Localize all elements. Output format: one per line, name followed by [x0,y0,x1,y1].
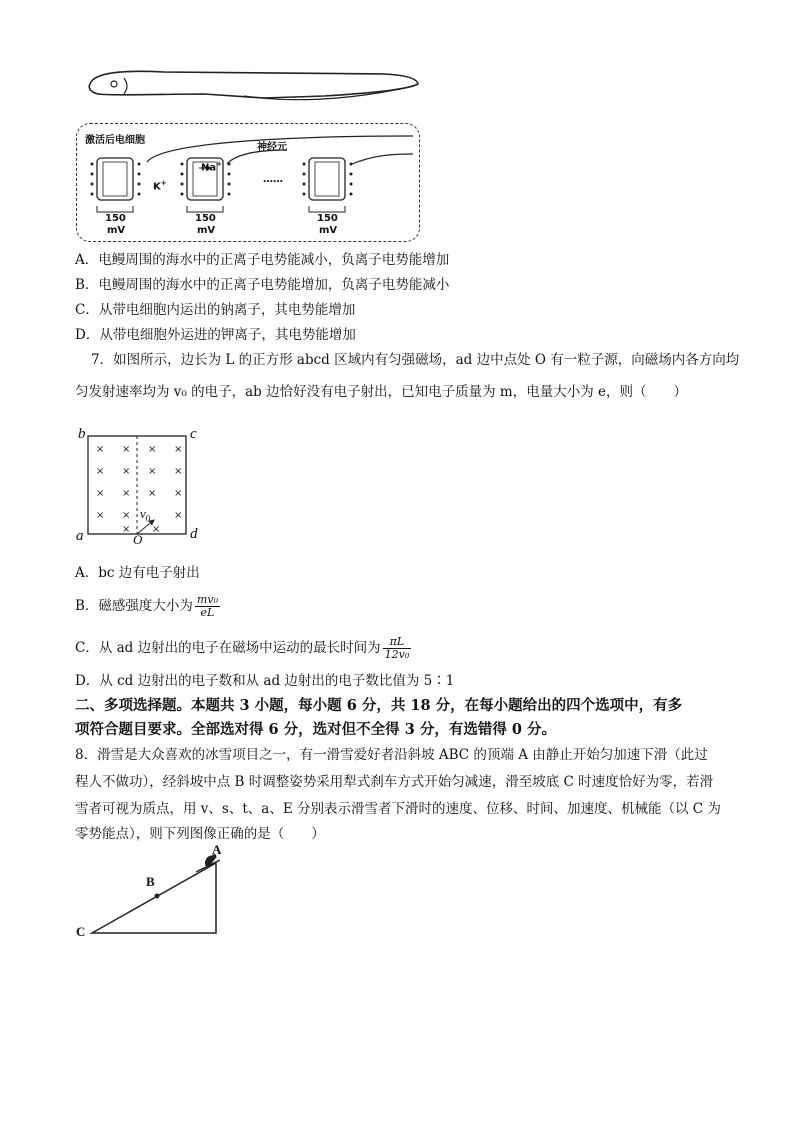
svg-text:×: × [96,466,105,477]
eel-illustration [84,66,424,106]
q8-stem-line2: 程人不做功），经斜坡中点 B 时调整姿势采用犁式刹车方式开始匀减速，滑至坡底 C 时速度恰好为零，若滑 [75,774,714,790]
section2-heading-line2: 项符合题目要求。全部选对得 6 分，选对但不全得 3 分，有选错得 0 分。 [75,721,557,738]
svg-text:×: × [122,510,131,521]
q6-option-b: B．电鳗周围的海水中的正离子电势能增加，负离子电势能减小 [75,277,450,293]
svg-text:×: × [174,510,183,521]
q7-square-figure [74,426,214,550]
fraction-pil-over-12v: $\frac{\pi L}{\text{12v₀}}$ [384,635,410,661]
q7-stem-line2: 匀发射速率均为 v₀ 的电子，ab 边恰好没有电子射出，已知电子质量为 m，电量大小为 e，则（ ） [75,384,687,400]
ellipsis: …… [263,174,283,185]
voltage-label-2: 150 [195,213,216,224]
unit-label-3: mV [319,225,338,236]
svg-text:×: × [148,444,157,455]
svg-text:×: × [174,466,183,477]
svg-text:×: × [148,488,157,499]
q8-slope-figure [74,840,234,944]
q7-option-b: B．磁感强度大小为 $\frac{\text{mv₀}}{eL}$ [75,593,218,619]
nerve-label: 神经元 [257,142,287,153]
velocity-label: $v_0$ [140,506,151,524]
fraction-mv-over-el: $\frac{\text{mv₀}}{eL}$ [196,593,218,619]
corner-a: a [76,528,84,544]
svg-text:×: × [96,444,105,455]
svg-text:×: × [122,466,131,477]
na-ion-label: Na+ [201,160,222,174]
q8-stem-line4: 零势能点），则下列图像正确的是（ ） [75,826,325,842]
unit-label-2: mV [197,225,216,236]
corner-d: d [190,526,198,542]
point-b-label: B [146,874,155,889]
svg-text:×: × [174,488,183,499]
svg-text:×: × [96,488,105,499]
q6-option-d: D．从带电细胞外运进的钾离子，其电势能增加 [75,327,356,343]
point-c-label: C [76,924,86,939]
svg-text:×: × [96,510,105,521]
q6-option-c: C．从带电细胞内运出的钠离子，其电势能增加 [75,302,356,318]
q7-option-d: D．从 cd 边射出的电子数和从 ad 边射出的电子数比值为 5∶1 [75,673,455,689]
section2-heading-line1: 二、多项选择题。本题共 3 小题，每小题 6 分，共 18 分，在每小题给出的四个选项中，有多 [75,697,683,714]
cells-drawing [77,124,419,241]
svg-text:×: × [174,444,183,455]
svg-text:×: × [148,466,157,477]
point-a-label: A [212,842,222,857]
electric-cell-diagram [76,123,420,242]
point-o: O [133,532,143,547]
q7-option-a: A．bc 边有电子射出 [75,565,200,581]
diagram-title: 激活后电细胞 [85,135,145,146]
svg-text:×: × [122,488,131,499]
svg-text:×: × [122,524,131,535]
q6-option-a: A．电鳗周围的海水中的正离子电势能减小，负离子电势能增加 [75,252,450,268]
q8-stem-line3: 雪者可视为质点，用 v、s、t、a、E 分别表示滑雪者下滑时的速度、位移、时间、加速度、机械能（以 C 为 [75,801,721,817]
corner-c: c [190,426,197,442]
voltage-label-1: 150 [105,213,126,224]
q7-option-c: C．从 ad 边射出的电子在磁场中运动的最长时间为 $\frac{\pi L}{\text{12v₀}}$ [75,635,410,661]
voltage-label-3: 150 [317,213,338,224]
svg-text:×: × [122,444,131,455]
corner-b: b [78,426,86,442]
unit-label-1: mV [107,225,126,236]
q8-stem-line1: 8．滑雪是大众喜欢的冰雪项目之一，有一滑雪爱好者沿斜坡 ABC 的顶端 A 由静止开始匀加速下滑（此过 [75,747,708,763]
q7-stem-line1: 7．如图所示，边长为 L 的正方形 abcd 区域内有匀强磁场，ad 边中点处 O 有一粒子源，向磁场内各方向均 [91,352,740,368]
svg-text:×: × [152,524,161,535]
k-ion-label: K+ [153,179,167,193]
